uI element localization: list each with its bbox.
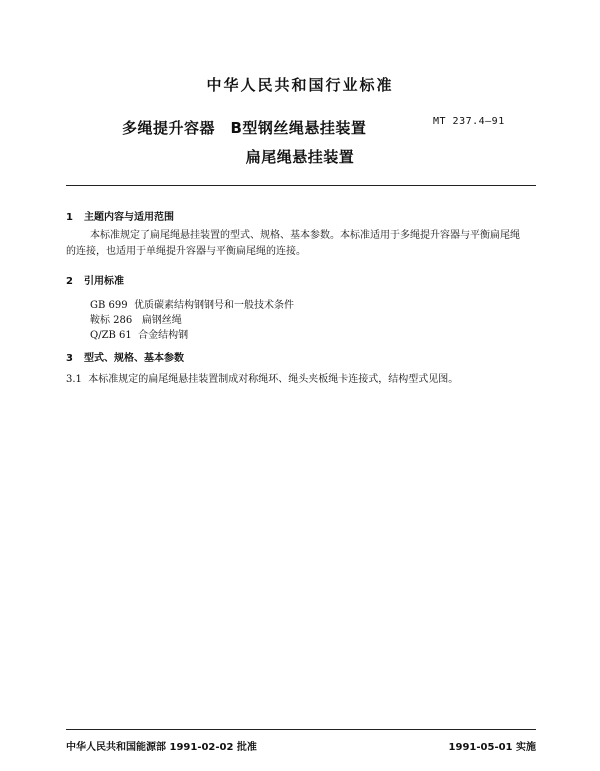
- reference-code: Q/ZB 61: [90, 330, 132, 341]
- section-1-number: 1: [66, 212, 73, 223]
- reference-code: GB 699: [90, 300, 128, 311]
- section-3-title: 型式、规格、基本参数: [84, 353, 184, 364]
- approval-statement: 中华人民共和国能源部 1991-02-02 批准: [66, 742, 257, 753]
- reference-name: 优质碳素结构钢钢号和一般技术条件: [133, 300, 294, 311]
- section-1-paragraph-line2: 的连接，也适用于单绳提升容器与平衡扁尾绳的连接。: [66, 246, 306, 257]
- reference-name: 合金结构钢: [138, 330, 189, 341]
- section-1-paragraph-line1: 本标准规定了扁尾绳悬挂装置的型式、规格、基本参数。本标准适用于多绳提升容器与平衡扁尾绳: [90, 230, 520, 241]
- effective-date: 1991-05-01 实施: [448, 742, 536, 753]
- section-3-number: 3: [66, 353, 73, 364]
- clause-3-1: [66, 372, 546, 388]
- section-1-heading: [66, 208, 174, 223]
- standard-code: MT 237.4—91: [433, 116, 505, 127]
- reference-code: 鞍标 286: [90, 315, 133, 326]
- section-1-title: 主题内容与适用范围: [84, 212, 174, 223]
- reference-item: [90, 311, 182, 326]
- section-2-heading: [66, 272, 124, 287]
- reference-name: 扁钢丝绳: [141, 315, 182, 326]
- header-divider: [66, 185, 536, 186]
- section-3-heading: [66, 349, 184, 364]
- reference-item: [90, 296, 294, 311]
- reference-item: [90, 326, 188, 341]
- clause-number: 3.1: [66, 374, 82, 385]
- footer-divider: [66, 729, 536, 730]
- clause-text: 本标准规定的扁尾绳悬挂装置制成对称绳环、绳头夹板绳卡连接式，结构型式见图。: [88, 374, 459, 385]
- document-title-line1: 多绳提升容器 B型钢丝绳悬挂装置: [122, 119, 367, 137]
- document-title-line2: 扁尾绳悬挂装置: [245, 148, 355, 166]
- section-2-number: 2: [66, 276, 73, 287]
- issuing-org-heading: 中华人民共和国行业标准: [206, 76, 394, 94]
- section-2-title: 引用标准: [84, 276, 124, 287]
